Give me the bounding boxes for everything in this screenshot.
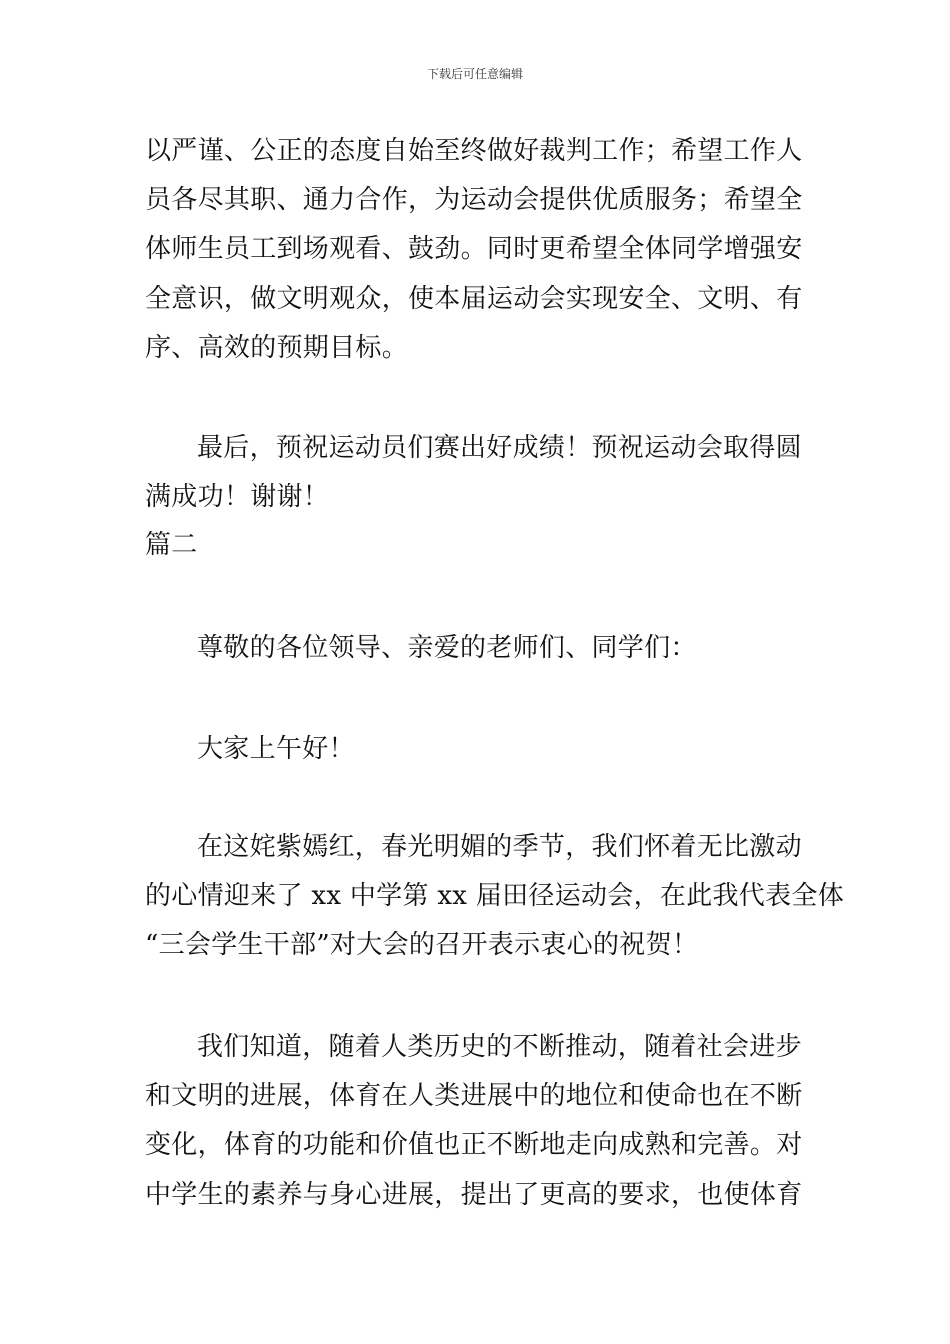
text-line: 最后，预祝运动员们赛出好成绩！预祝运动会取得圆 — [197, 433, 802, 463]
section-title: 篇二 — [145, 530, 198, 560]
text-line: “三会学生干部”对大会的召开表示衷心的祝贺！ — [145, 930, 699, 960]
text-line: 和文明的进展，体育在人类进展中的地位和使命也在不断 — [145, 1081, 803, 1111]
greeting: 尊敬的各位领导、亲爱的老师们、同学们： — [197, 633, 697, 663]
text-line: 序、高效的预期目标。 — [145, 333, 409, 363]
text-line: 全意识，做文明观众，使本届运动会实现安全、文明、有 — [145, 284, 803, 314]
text-line: 员各尽其职、通力合作，为运动会提供优质服务；希望全 — [145, 185, 803, 215]
salutation: 大家上午好！ — [197, 734, 355, 764]
text-line: 体师生员工到场观看、鼓劲。同时更希望全体同学增强安 — [145, 234, 803, 264]
text-line: 我们知道，随着人类历史的不断推动，随着社会进步 — [197, 1032, 802, 1062]
text-line: 以严谨、公正的态度自始至终做好裁判工作；希望工作人 — [145, 136, 803, 166]
text-line: 中学生的素养与身心进展，提出了更高的要求，也使体育 — [145, 1180, 803, 1210]
text-line: 的心情迎来了 xx 中学第 xx 届田径运动会，在此我代表全体 — [145, 881, 845, 911]
text-line: 在这姹紫嫣红，春光明媚的季节，我们怀着无比激动 — [197, 832, 802, 862]
text-line: 满成功！谢谢！ — [145, 482, 330, 512]
text-line: 变化，体育的功能和价值也正不断地走向成熟和完善。对 — [145, 1130, 803, 1160]
page-header-note: 下载后可任意编辑 — [426, 67, 523, 81]
